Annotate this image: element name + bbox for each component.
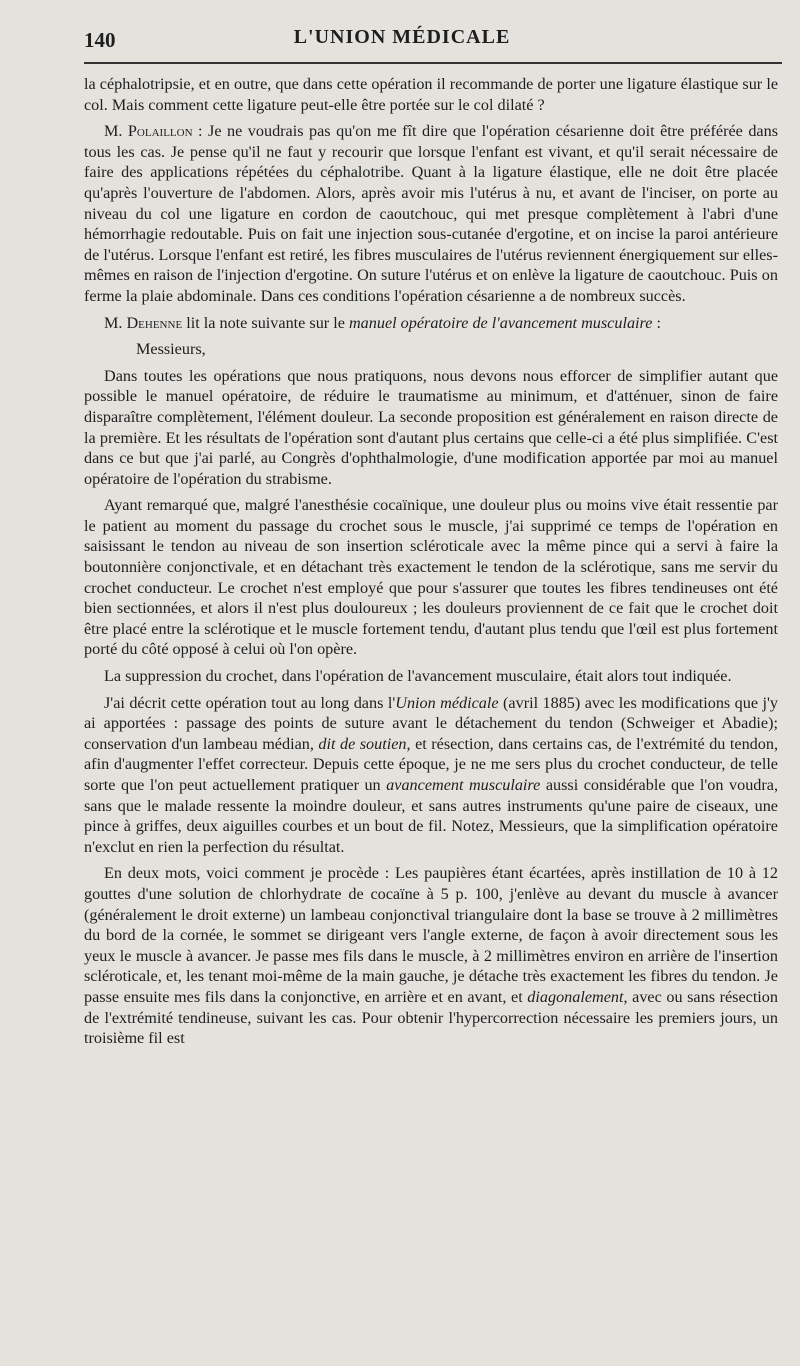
italic-term: diagonalement	[527, 987, 624, 1006]
paragraph-7	[84, 666, 778, 687]
speaker-name: M. Dehenne	[104, 313, 183, 332]
paragraph-text: Dans toutes les opérations que nous pratiquons, nous devons nous efforcer de simplifier autant que possible le manuel opératoire, de réduire le traumatisme au minimum, et d'atténuer, sinon de faire disparaître complètement, l'élément douleur. La seconde proposition est généralement en raison directe de la première. Et les résultats de l'opération sont d'autant plus certains que celle-ci a été plus simplifiée. C'est dans ce but que j'ai parlé, au Congrès d'ophthalmologie, d'une modification apportée par moi au manuel opératoire de l'opération du strabisme.	[84, 366, 778, 488]
italic-term: dit de soutien	[318, 734, 407, 753]
paragraph-text: aussi considérable que l'on voudra, sans que le malade ressente la moindre douleur, et sans autres instruments qu'une paire de ciseaux, une pince à griffes, deux aiguilles courbes et un bout de fil. Notez, Messieurs, que la simplification opératoire n'exclut en rien la perfection du résultat.	[84, 776, 779, 856]
salutation	[84, 339, 778, 360]
paragraph-2	[84, 121, 778, 306]
paragraph-3	[84, 313, 778, 334]
paragraph-text: , et résection, dans certains cas, de l'extrémité du tendon, afin d'augmenter l'effet correcteur. Depuis cette époque, je ne me sers plus du crochet conducteur, de telle sorte que l'on peut actuellement pratiquer un	[84, 734, 778, 794]
paragraph-text: J'ai décrit cette opération tout au long dans l'	[104, 693, 396, 712]
page-header	[84, 24, 780, 60]
paragraph-9	[84, 863, 778, 1048]
paragraph-text: Ayant remarqué que, malgré l'anesthésie cocaïnique, une douleur plus ou moins vive était ressentie par le patient au moment du passage du crochet sous le muscle, j'ai supprimé ce temps de l'opération en saisissant le tendon au niveau de son insertion scléroticale avec la même pince qui a servi à faire la boutonnière conjonctivale, et en détachant très exactement le tendon de la sclérotique, sans me servir du crochet conducteur. Le crochet n'est employé que pour s'assurer que toutes les fibres tendineuses ont été bien sectionnées, et alors il n'est plus douloureux ; les douleurs proviennent de ce fait que le crochet doit être placé entre la sclérotique et le muscle fortement tendu, d'autant plus tendu que l'œil est plus fortement porté du côté opposé à celui où l'on opère.	[84, 496, 778, 659]
paragraph-5	[84, 366, 778, 490]
paragraph-text: En deux mots, voici comment je procède : Les paupières étant écartées, après instillation de 10 à 12 gouttes d'une solution de chlorhydrate de cocaïne à 5 p. 100, j'enlève au devant du muscle à avancer (généralement le droit externe) un lambeau conjonctival triangulaire dont la base se trouve à 2 millimètres du bord de la cornée, le sommet se dirigeant vers l'angle externe, de façon à avoir directement sous les yeux le muscle à avancer. Je passe mes fils dans le muscle, à 2 millimètres environ en arrière de l'insertion scléroticale, et, les tenant moi-même de la main gauche, je détache très exactement les fibres du tendon. Je passe ensuite mes fils dans la conjonctive, en arrière et en avant, et	[84, 864, 778, 1006]
journal-title: L'UNION MÉDICALE	[293, 26, 511, 48]
italic-term: avancement musculaire	[386, 776, 541, 794]
speaker-name: M. Polaillon	[104, 122, 193, 141]
article-body	[84, 74, 778, 1055]
paragraph-6	[84, 495, 778, 660]
paragraph-text: : Je ne voudrais pas qu'on me fît dire que l'opération césarienne doit être préférée dans tous les cas. Je pense qu'il ne faut y recourir que lorsque l'enfant est vivant, et qu'il serait nécessaire de faire des applications répétées du céphalotribe. Quant à la ligature élastique, elle ne doit être placée qu'après l'ouverture de l'abdomen. Alors, après avoir mis l'utérus à nu, et avant de l'inciser, on porte au niveau du col une ligature en cordon de caoutchouc, qui met presque complètement à l'abri d'une hémorrhagie redoutable. Puis on fait une injection sous-cutanée d'ergotine, et on incise la paroi antérieure de l'utérus. Lorsque l'enfant est retiré, les fibres musculaires de l'utérus reviennent énergiquement sur elles-mêmes en raison de l'injection d'ergotine. On suture l'utérus et on enlève la ligature de caoutchouc. Puis on ferme la plaie abdominale. Dans ces conditions l'opération césarienne a de nombreux succès.	[84, 122, 778, 305]
header-rule	[84, 62, 782, 64]
paragraph-1	[84, 74, 778, 115]
paragraph-text: :	[652, 313, 661, 332]
paragraph-text: (avril 1885) avec les modifications que j'y ai apportées : passage des points de suture avant le détachement du tendon (Schweiger et Abadie); conservation d'un lambeau médian,	[84, 693, 778, 753]
journal-reference: Union médicale	[395, 693, 499, 712]
paragraph-text: , avec ou sans résection de l'extrémité tendineuse, suivant les cas. Pour obtenir l'hypercorrection nécessaire les premiers jours, un troisième fil est	[84, 987, 778, 1048]
paragraph-text: lit la note suivante sur le	[182, 313, 349, 332]
salutation-text: Messieurs,	[136, 340, 206, 359]
paragraph-text: la céphalotripsie, et en outre, que dans cette opération il recommande de porter une ligature élastique sur le col. Mais comment cette ligature peut-elle être portée sur le col dilaté ?	[84, 75, 778, 114]
paragraph-8	[84, 693, 778, 858]
paragraph-text: La suppression du crochet, dans l'opération de l'avancement musculaire, était alors tout indiquée.	[104, 667, 732, 686]
page-number: 140	[84, 28, 116, 52]
note-title: manuel opératoire de l'avancement musculaire	[348, 313, 653, 332]
